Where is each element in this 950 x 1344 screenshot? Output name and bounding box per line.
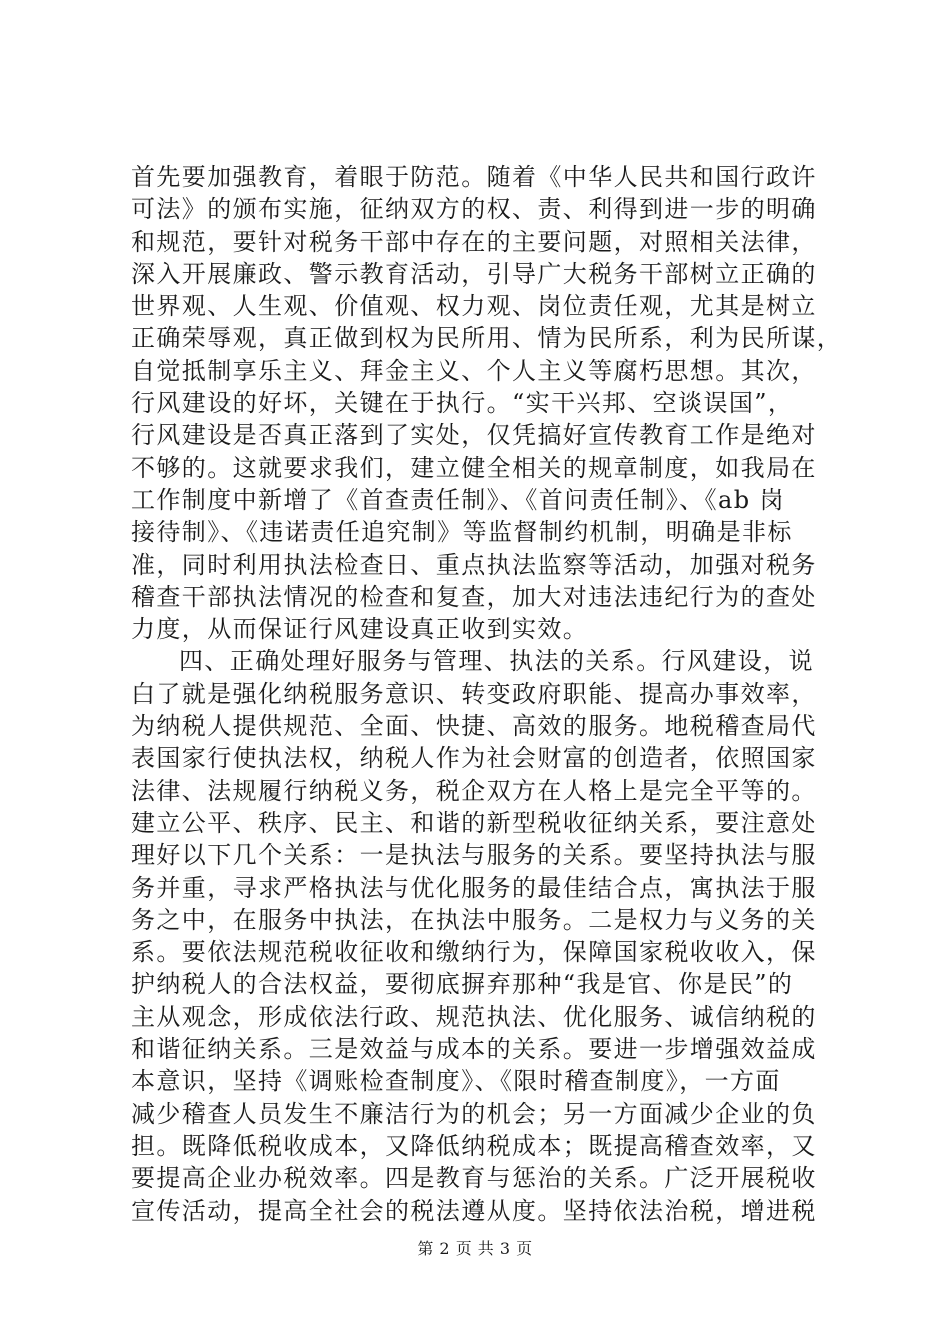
- text-line: 和谐征纳关系。三是效益与成本的关系。要进一步增强效益成: [131, 1035, 817, 1064]
- text-line: 务并重，寻求严格执法与优化服务的最佳结合点，寓执法于服: [131, 873, 817, 902]
- text-line: 行风建设是否真正落到了实处，仅凭搞好宣传教育工作是绝对: [131, 421, 817, 450]
- text-line: 力度，从而保证行风建设真正收到实效。: [131, 615, 589, 644]
- paragraph-start-line: 四、正确处理好服务与管理、执法的关系。行风建设，说: [179, 647, 814, 676]
- text-line: 深入开展廉政、警示教育活动，引导广大税务干部树立正确的: [131, 259, 817, 288]
- text-line: 首先要加强教育，着眼于防范。随着《中华人民共和国行政许: [131, 163, 817, 191]
- text-line: 接待制》、《违诺责任追究制》等监督制约机制，明确是非标: [131, 518, 793, 547]
- text-line: 减少稽查人员发生不廉洁行为的机会；另一方面减少企业的负: [131, 1099, 817, 1128]
- text-line: 表国家行使执法权，纳税人作为社会财富的创造者，依照国家: [131, 744, 817, 773]
- text-line: 可法》的颁布实施，征纳双方的权、责、利得到进一步的明确: [131, 195, 817, 224]
- text-line: 建立公平、秩序、民主、和谐的新型税收征纳关系，要注意处: [131, 808, 817, 837]
- text-line: 宣传活动，提高全社会的税法遵从度。坚持依法治税，增进税: [131, 1196, 817, 1225]
- text-line: 务之中，在服务中执法，在执法中服务。二是权力与义务的关: [131, 905, 817, 934]
- text-line: 不够的。这就要求我们，建立健全相关的规章制度，如我局在: [131, 453, 817, 482]
- text-line: 工作制度中新增了《首查责任制》、《首问责任制》、《ab 岗: [131, 485, 785, 514]
- text-line: 白了就是强化纳税服务意识、转变政府职能、提高办事效率，: [131, 679, 817, 708]
- text-line: 理好以下几个关系：一是执法与服务的关系。要坚持执法与服: [131, 841, 817, 870]
- text-line: 世界观、人生观、价值观、权力观、岗位责任观，尤其是树立: [131, 292, 817, 321]
- text-line: 稽查干部执法情况的检查和复查，加大对违法违纪行为的查处: [131, 582, 817, 611]
- text-line: 行风建设的好坏，关键在于执行。“实干兴邦、空谈误国”，: [131, 389, 794, 418]
- text-line: 本意识，坚持《调账检查制度》、《限时稽查制度》，一方面: [131, 1067, 781, 1096]
- text-line: 自觉抵制享乐主义、拜金主义、个人主义等腐朽思想。其次，: [131, 356, 817, 385]
- text-line: 准，同时利用执法检查日、重点执法监察等活动，加强对税务: [131, 550, 817, 579]
- text-line: 护纳税人的合法权益，要彻底摒弃那种“我是官、你是民”的: [131, 970, 794, 999]
- text-line: 担。既降低税收成本，又降低纳税成本；既提高稽查效率，又: [131, 1131, 817, 1160]
- text-line: 正确荣辱观，真正做到权为民所用、情为民所系，利为民所谋，: [131, 324, 843, 353]
- text-line: 和规范，要针对税务干部中存在的主要问题，对照相关法律，: [131, 227, 817, 256]
- text-line: 为纳税人提供规范、全面、快捷、高效的服务。地税稽查局代: [131, 712, 817, 741]
- text-line: 法律、法规履行纳税义务，税企双方在人格上是完全平等的。: [131, 776, 817, 805]
- text-line: 系。要依法规范税收征收和缴纳行为，保障国家税收收入，保: [131, 938, 817, 967]
- text-line: 要提高企业办税效率。四是教育与惩治的关系。广泛开展税收: [131, 1164, 817, 1193]
- text-line: 主从观念，形成依法行政、规范执法、优化服务、诚信纳税的: [131, 1002, 817, 1031]
- document-body: [131, 161, 843, 1227]
- page-number-footer: 第 2 页 共 3 页: [417, 1239, 533, 1258]
